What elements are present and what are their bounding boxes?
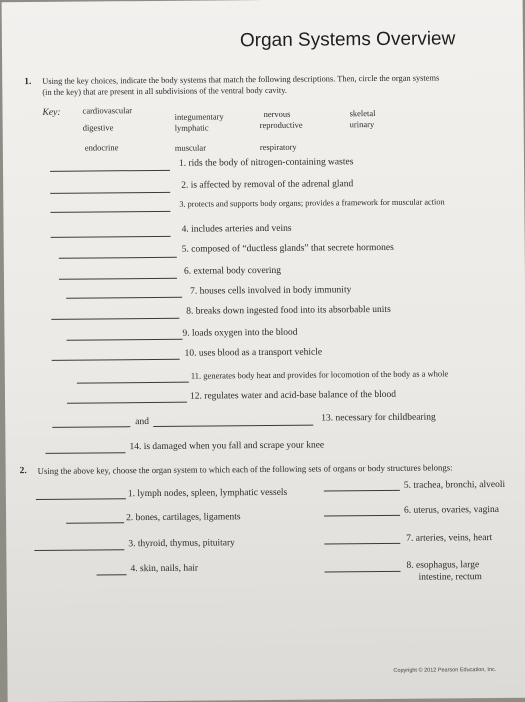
q2-item-3: 3. thyroid, thymus, pituitary <box>128 538 235 550</box>
key-choice-respiratory: respiratory <box>259 141 297 153</box>
q2-blank-5[interactable] <box>324 490 400 492</box>
q1-item-8: 8. breaks down ingested food into its absorbable units <box>186 304 391 317</box>
q2-item-5: 5. trachea, bronchi, alveoli <box>403 479 506 491</box>
key-choice-nervous: nervous <box>263 108 291 120</box>
answer-blank-12[interactable] <box>67 402 187 404</box>
q1-item-7: 7. houses cells involved in body immunity <box>190 285 352 297</box>
answer-blank-11[interactable] <box>77 382 189 384</box>
answer-blank-3[interactable] <box>50 211 170 213</box>
and-word: and <box>135 417 149 428</box>
q2-blank-4[interactable] <box>97 574 127 575</box>
q2-blank-6[interactable] <box>324 515 400 517</box>
q2-blank-3[interactable] <box>34 549 124 551</box>
answer-blank-7[interactable] <box>66 297 182 299</box>
q2-item-8-line2: intestine, rectum <box>418 572 482 583</box>
q1-instruction-line2: (in the key) that are present in all subdivisions of the ventral body cavity. <box>42 85 287 97</box>
answer-blank-8[interactable] <box>51 318 179 320</box>
key-choice-integumentary: integumentary <box>174 111 224 122</box>
key-choice-endocrine: endocrine <box>84 142 119 153</box>
key-choice-muscular: muscular <box>174 142 207 153</box>
q2-item-6: 6. uterus, ovaries, vagina <box>403 504 500 516</box>
q1-item-6: 6. external body covering <box>183 265 282 277</box>
q1-instruction-line1: Using the key choices, indicate the body systems that match the following descriptions. Then, circle the organ systems <box>42 73 440 86</box>
answer-blank-2[interactable] <box>50 192 170 194</box>
q2-instruction: Using the above key, choose the organ system to which each of the following sets of organs or body structures belongs: <box>37 462 453 476</box>
q2-item-1: 1. lymph nodes, spleen, lymphatic vessels <box>127 487 288 500</box>
q2-blank-1[interactable] <box>36 498 126 500</box>
q2-item-2: 2. bones, cartilages, ligaments <box>126 512 241 524</box>
q2-item-8-line1: 8. esophagus, large <box>406 560 480 571</box>
q1-item-2: 2. is affected by removal of the adrenal gland <box>181 179 354 191</box>
q1-item-12: 12. regulates water and acid-base balance of the blood <box>189 389 397 402</box>
copyright-footer: Copyright © 2012 Pearson Education, Inc. <box>393 666 497 674</box>
key-choice-lymphatic: lymphatic <box>174 122 209 133</box>
q2-item-7: 7. arteries, veins, heart <box>406 533 493 544</box>
q2-blank-2[interactable] <box>66 522 124 524</box>
q2-number: 2. <box>19 466 27 477</box>
q1-item-11: 11. generates body heat and provides for locomotion of the body as a whole <box>190 368 449 381</box>
q1-item-9: 9. loads oxygen into the blood <box>182 327 298 339</box>
q1-item-5: 5. composed of “ductless glands” that secrete hormones <box>181 242 394 255</box>
q1-item-4: 4. includes arteries and veins <box>181 223 292 235</box>
q1-item-10: 10. uses blood as a transport vehicle <box>184 347 323 359</box>
q1-item-1: 1. rids the body of nitrogen-containing wastes <box>178 157 354 169</box>
key-choice-digestive: digestive <box>82 122 114 133</box>
q1-item-3: 3. protects and supports body organs; provides a framework for muscular action <box>179 197 445 209</box>
q1-item-13: 13. necessary for childbearing <box>321 412 436 424</box>
q2-item-4: 4. skin, nails, hair <box>130 563 199 575</box>
answer-blank-10[interactable] <box>52 359 180 361</box>
answer-blank-6[interactable] <box>59 278 177 280</box>
key-choice-urinary: urinary <box>349 119 375 130</box>
answer-blank-5[interactable] <box>59 257 177 259</box>
answer-blank-1[interactable] <box>50 170 170 172</box>
answer-blank-14[interactable] <box>46 452 126 454</box>
key-choice-skeletal: skeletal <box>349 108 376 119</box>
key-label: Key: <box>42 107 61 118</box>
key-choice-reproductive: reproductive <box>259 119 303 131</box>
q1-item-14: 14. is damaged when you fall and scrape your knee <box>129 440 325 453</box>
key-choice-cardiovascular: cardiovascular <box>82 105 133 116</box>
q2-blank-8[interactable] <box>325 571 401 573</box>
q1-number: 1. <box>24 77 32 88</box>
worksheet-page <box>2 0 525 702</box>
q2-blank-7[interactable] <box>324 543 400 545</box>
answer-blank-9[interactable] <box>67 339 183 341</box>
answer-blank-13a[interactable] <box>52 426 130 428</box>
answer-blank-4[interactable] <box>51 236 171 238</box>
answer-blank-13b[interactable] <box>153 425 313 427</box>
page-title: Organ Systems Overview <box>239 28 456 52</box>
